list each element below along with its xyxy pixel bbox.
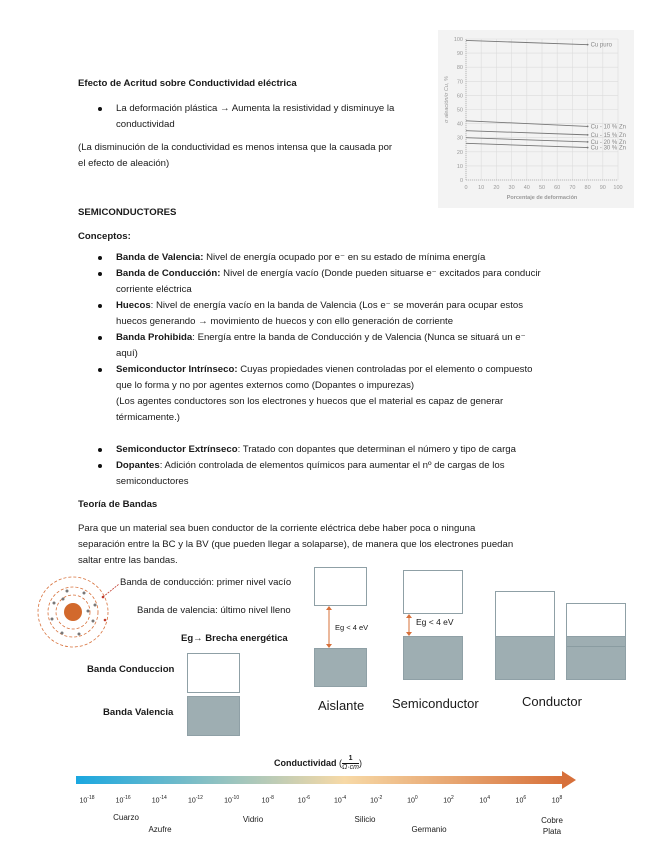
teoria-bandas-heading: Teoría de Bandas (78, 499, 158, 510)
concept-term: Huecos (116, 300, 151, 311)
y-tick-label: 70 (456, 79, 463, 86)
series-label: Cu - 15 % Zn (590, 132, 626, 139)
tick-exponent: -14 (159, 795, 167, 801)
tick-base: 10 (370, 797, 378, 805)
y-tick-label: 10 (456, 163, 463, 170)
concept-text: aquí) (116, 348, 138, 359)
series-label: Cu - 30 % Zn (590, 145, 626, 152)
concept-text: Cuyas propiedades vienen controladas por el elemento o compuesto (237, 364, 533, 375)
unit-numerator: 1 (342, 755, 359, 764)
concept-item (116, 330, 526, 362)
text-line: saltar entre las bandas. (78, 555, 178, 566)
tick-exponent: -8 (269, 795, 274, 801)
tick-base: 10 (551, 797, 560, 805)
tick-label (188, 795, 203, 804)
tick-label (79, 795, 94, 804)
text-line (116, 298, 523, 314)
concept-text: : Adición controlada de elementos químicos para aumentar el nº de cargas de los (159, 460, 505, 471)
bullet (98, 336, 102, 340)
concept-text: térmicamente.) (116, 412, 180, 423)
tick-exponent: -6 (305, 795, 311, 801)
text-line (116, 442, 516, 458)
tick-label (298, 795, 310, 804)
tick-base: 10 (479, 797, 488, 805)
material-cobre: Cobre (541, 816, 563, 825)
y-tick-label: 100 (453, 37, 463, 43)
conductor-valence-band-2 (566, 636, 626, 680)
y-tick-label: 60 (456, 93, 463, 100)
legend-label-conduction: Banda Conduccion (87, 664, 175, 675)
y-tick-label: 30 (456, 135, 463, 142)
concept-item (116, 250, 485, 266)
concept-term: Dopantes (116, 460, 160, 471)
bullet (98, 107, 102, 111)
concept-text: : Nivel de energía vacío en la banda de Valencia (Los e⁻ se moverán para ocupar estos (150, 300, 523, 311)
text-line (116, 330, 526, 346)
bandas-paragraph (78, 521, 513, 569)
tick-label (334, 795, 346, 804)
semi-valence-band (403, 636, 463, 680)
concept-item (116, 362, 532, 426)
series-label: Cu - 10 % Zn (590, 124, 626, 131)
series-end-marker (587, 141, 589, 143)
tick-label (262, 795, 274, 804)
concept-text: Nivel de energía vacío (Donde pueden situarse e⁻ excitados para conducir (220, 268, 541, 279)
concept-item (116, 442, 516, 458)
atom-diagram (30, 575, 120, 655)
legend-box-conduction (187, 653, 240, 693)
text-line: conductividad (116, 119, 175, 130)
conductivity-title: Conductividad ( $\frac{1}{\Omega\cdot cm}$ ) (274, 755, 363, 771)
x-axis-label: Porcentaje de deformación (506, 195, 578, 201)
tick-label (407, 795, 418, 804)
tick-label (116, 795, 131, 804)
text-line: La deformación plástica → Aumenta la resistividad y disminuye la (116, 103, 395, 114)
tick-exponent: -4 (341, 795, 347, 801)
tick-label (516, 795, 527, 804)
series-end-marker (587, 126, 589, 128)
nucleus (64, 603, 82, 621)
eg-label: Eg→ Brecha energética (181, 633, 288, 644)
tick-base: 10 (443, 797, 452, 805)
material-plata: Plata (542, 827, 562, 836)
legend-box-valence (187, 696, 240, 736)
material-silicio: Silicio (354, 815, 376, 824)
tick-base: 10 (407, 797, 415, 805)
x-tick-label: 70 (569, 185, 576, 191)
x-tick-label: 50 (538, 185, 546, 191)
conductivity-deformation-chart (438, 30, 634, 208)
tick-label (370, 795, 382, 804)
tick-base: 10 (297, 797, 306, 805)
concept-term: Semiconductor Intrínseco: (116, 364, 238, 375)
text-line (116, 266, 541, 282)
tick-base: 10 (261, 797, 270, 805)
tick-exponent: 6 (523, 795, 527, 801)
tick-base: 10 (333, 797, 342, 805)
aislante-valence-band (314, 648, 367, 687)
conductor-label: Conductor (522, 694, 582, 709)
text-line (116, 282, 541, 298)
text-line (116, 346, 526, 362)
legend-label-valence: Banda Valencia (103, 707, 174, 718)
text-line: el efecto de aleación) (78, 158, 170, 169)
tick-base: 10 (515, 797, 524, 805)
y-tick-label: 90 (456, 51, 463, 58)
text-line (116, 458, 505, 474)
x-tick-label: 30 (508, 185, 515, 191)
material-vidrio: Vidrio (242, 815, 264, 824)
section-title-acritud: Efecto de Acritud sobre Conductividad eléctrica (78, 78, 297, 89)
text-line (116, 410, 532, 426)
x-tick-label: 10 (478, 185, 485, 191)
y-tick-label: 80 (456, 65, 463, 72)
concept-text: (Los agentes conductores son los electrones y huecos que el material es capaz de generar (116, 396, 504, 407)
tick-label (443, 795, 454, 804)
material-germanio: Germanio (411, 825, 447, 834)
y-tick-label: 40 (456, 121, 463, 128)
concept-text: huecos generando → movimiento de huecos y con ello generación de corriente (116, 316, 454, 327)
x-tick-label: 100 (613, 185, 623, 191)
conductivity-arrow (76, 771, 576, 789)
tick-exponent: 2 (451, 795, 454, 801)
series-label: Cu puro (590, 42, 612, 49)
acritud-note (78, 140, 392, 172)
tick-label (479, 795, 490, 804)
text-line (116, 314, 523, 330)
y-axis-label: σ aleación/σ Cu, % (444, 76, 450, 123)
tick-exponent: 0 (414, 795, 418, 801)
tick-exponent: -12 (195, 795, 203, 801)
x-tick-label: 20 (493, 185, 500, 191)
concept-item (116, 298, 523, 330)
series-end-marker (587, 134, 589, 136)
tick-base: 10 (79, 797, 88, 805)
tick-exponent: 4 (487, 795, 490, 801)
text-line: (La disminución de la conductividad es menos intensa que la causada por (78, 142, 393, 153)
concept-text: corriente eléctrica (116, 284, 192, 295)
series-end-marker (587, 44, 589, 46)
concept-text: : Energía entre la banda de Conducción y de Valencia (Nunca se situará un e⁻ (192, 332, 526, 343)
conductor-valence-band-1 (495, 636, 555, 680)
series-end-marker (587, 147, 589, 149)
concept-item (116, 458, 505, 490)
y-tick-label: 50 (456, 107, 463, 114)
series-label: Cu - 20 % Zn (590, 139, 626, 146)
x-tick-label: 40 (523, 185, 530, 191)
tick-base: 10 (187, 797, 196, 805)
chart-svg (438, 30, 634, 208)
y-tick-label: 0 (459, 178, 463, 184)
x-tick-label: 0 (464, 185, 468, 191)
bullet (98, 368, 102, 372)
concept-text: semiconductores (116, 476, 189, 487)
x-tick-label: 90 (599, 185, 606, 191)
conceptos-heading: Conceptos: (78, 231, 131, 242)
concept-item (116, 266, 541, 298)
bullet (98, 448, 102, 452)
tick-base: 10 (224, 797, 232, 805)
x-tick-label: 80 (584, 185, 591, 191)
bullet (98, 304, 102, 308)
gap-label: Eg < 4 eV (335, 623, 369, 632)
semiconductor-label: Semiconductor (392, 696, 479, 711)
text-line (116, 362, 532, 378)
tick-exponent: -16 (123, 795, 131, 801)
text-line (116, 474, 505, 490)
gap-label: Eg < 4 eV (416, 617, 454, 627)
concept-term: Banda de Conducción: (116, 268, 221, 279)
bullet (98, 464, 102, 468)
unit-denominator: Ω·cm (342, 764, 360, 771)
tick-exponent: -2 (377, 795, 383, 801)
tick-base: 10 (115, 797, 124, 805)
text-line: separación entre la BC y la BV (que pueden llegar a solaparse), de manera que los electrones puedan (78, 539, 514, 550)
material-azufre: Azufre (148, 825, 172, 834)
x-tick-label: 60 (554, 185, 561, 191)
conductor-conduction-band-1 (495, 591, 555, 637)
semi-conduction-band (403, 570, 463, 614)
concept-text: que lo forma y no por agentes externos como (Dopantes o impurezas) (116, 380, 415, 391)
tick-exponent: -18 (87, 795, 95, 801)
aislante-label: Aislante (318, 698, 365, 713)
text-line (116, 250, 485, 266)
concept-term: Banda de Valencia: (116, 252, 204, 263)
y-tick-label: 20 (456, 149, 463, 156)
tick-label (552, 795, 563, 804)
bullet (98, 256, 102, 260)
atom-label-valence: Banda de valencia: último nivel lleno (137, 605, 291, 616)
acritud-bullet-text (116, 101, 394, 133)
gap-arrow-icon (324, 606, 334, 648)
tick-label (152, 795, 167, 804)
concept-term: Banda Prohibida (116, 332, 193, 343)
text-line: Para que un material sea buen conductor de la corriente eléctrica debe haber poca o ninguna (78, 523, 476, 534)
conductivity-title-text: Conductividad (274, 757, 337, 768)
conductor-conduction-band-2 (566, 603, 626, 637)
text-line (116, 378, 532, 394)
tick-exponent: -10 (231, 795, 240, 801)
section-title-semiconductores: SEMICONDUCTORES (78, 207, 177, 218)
text-line (116, 394, 532, 410)
concept-text: Nivel de energía ocupado por e⁻ en su estado de mínima energía (203, 252, 486, 263)
material-cuarzo: Cuarzo (113, 813, 139, 822)
tick-exponent: 8 (559, 795, 563, 801)
concept-text: : Tratado con dopantes que determinan el número y tipo de carga (237, 444, 516, 455)
atom-label-conduction: Banda de conducción: primer nivel vacío (120, 577, 292, 588)
tick-base: 10 (151, 797, 160, 805)
aislante-conduction-band (314, 567, 367, 606)
concept-term: Semiconductor Extrínseco (116, 444, 238, 455)
bullet (98, 272, 102, 276)
tick-label (224, 795, 239, 804)
gap-arrow-icon (404, 614, 414, 636)
